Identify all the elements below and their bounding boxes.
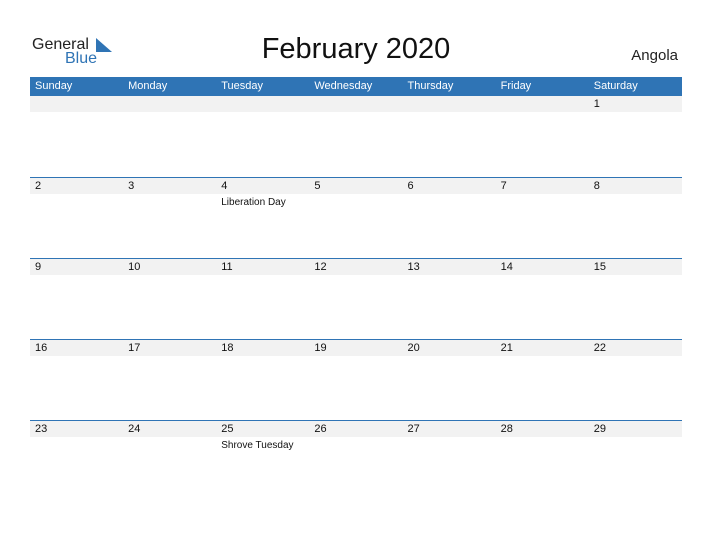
day-cell bbox=[123, 178, 216, 194]
day-number: 15 bbox=[593, 261, 606, 273]
day-number: 28 bbox=[500, 423, 513, 435]
day-number: 9 bbox=[35, 261, 42, 273]
day-number: 29 bbox=[593, 423, 606, 435]
day-number: 7 bbox=[500, 180, 507, 192]
day-cell bbox=[309, 259, 402, 275]
day-cell bbox=[309, 96, 402, 112]
day-number: 5 bbox=[314, 180, 321, 192]
day-number: 13 bbox=[407, 261, 420, 273]
day-cell bbox=[403, 96, 496, 112]
week-row bbox=[30, 258, 682, 275]
day-cell bbox=[216, 96, 309, 112]
holiday-label: Shrove Tuesday bbox=[221, 440, 294, 451]
day-cell bbox=[589, 178, 682, 194]
day-number: 16 bbox=[35, 342, 48, 354]
weekday-sunday: Sunday bbox=[35, 80, 73, 92]
weekday-header bbox=[30, 77, 682, 96]
day-number: 20 bbox=[407, 342, 420, 354]
weekday-monday: Monday bbox=[128, 80, 168, 92]
day-number: 14 bbox=[500, 261, 513, 273]
day-cell bbox=[589, 421, 682, 437]
day-number: 18 bbox=[221, 342, 234, 354]
day-number: 3 bbox=[128, 180, 135, 192]
day-cell bbox=[403, 178, 496, 194]
day-number: 17 bbox=[128, 342, 141, 354]
day-number: 23 bbox=[35, 423, 48, 435]
day-cell bbox=[403, 340, 496, 356]
day-number: 12 bbox=[314, 261, 327, 273]
day-cell bbox=[30, 96, 123, 112]
country-label: Angola bbox=[631, 47, 678, 64]
day-cell bbox=[496, 340, 589, 356]
day-cell bbox=[216, 340, 309, 356]
day-cell bbox=[403, 259, 496, 275]
day-cell bbox=[123, 96, 216, 112]
day-cell bbox=[496, 178, 589, 194]
day-cell bbox=[309, 421, 402, 437]
week-row bbox=[30, 420, 682, 451]
day-cell bbox=[496, 96, 589, 112]
day-number: 8 bbox=[593, 180, 600, 192]
day-cell bbox=[589, 96, 682, 112]
day-number: 27 bbox=[407, 423, 420, 435]
day-cell bbox=[123, 340, 216, 356]
day-number: 22 bbox=[593, 342, 606, 354]
day-cell bbox=[496, 259, 589, 275]
weekday-friday: Friday bbox=[500, 80, 532, 92]
week-row bbox=[30, 339, 682, 356]
day-cell bbox=[123, 421, 216, 437]
day-number: 19 bbox=[314, 342, 327, 354]
day-cell bbox=[403, 421, 496, 437]
day-cell bbox=[589, 259, 682, 275]
day-number: 4 bbox=[221, 180, 228, 192]
day-cell bbox=[216, 259, 309, 275]
day-number: 26 bbox=[314, 423, 327, 435]
day-number: 6 bbox=[407, 180, 414, 192]
day-cell bbox=[30, 178, 123, 194]
page-title: February 2020 bbox=[261, 33, 451, 65]
week-row bbox=[30, 177, 682, 208]
day-cell bbox=[30, 421, 123, 437]
day-number: 2 bbox=[35, 180, 42, 192]
day-number: 24 bbox=[128, 423, 141, 435]
weekday-tuesday: Tuesday bbox=[221, 80, 264, 92]
weekday-wednesday: Wednesday bbox=[314, 80, 373, 92]
logo-text-blue: Blue bbox=[65, 50, 98, 67]
logo-text-general: General bbox=[32, 36, 89, 53]
day-cell bbox=[309, 178, 402, 194]
day-cell bbox=[309, 340, 402, 356]
holiday-label: Liberation Day bbox=[221, 197, 286, 208]
day-cell bbox=[30, 340, 123, 356]
weekday-thursday: Thursday bbox=[407, 80, 454, 92]
day-number: 11 bbox=[221, 261, 233, 273]
day-number: 21 bbox=[500, 342, 513, 354]
weekday-saturday: Saturday bbox=[593, 80, 638, 92]
week-row bbox=[30, 96, 682, 112]
day-cell bbox=[496, 421, 589, 437]
day-number: 1 bbox=[593, 98, 600, 110]
day-cell bbox=[216, 421, 309, 451]
day-cell bbox=[123, 259, 216, 275]
day-cell bbox=[30, 259, 123, 275]
day-cell bbox=[589, 340, 682, 356]
day-number: 10 bbox=[128, 261, 141, 273]
day-number: 25 bbox=[221, 423, 234, 435]
day-cell bbox=[216, 178, 309, 208]
